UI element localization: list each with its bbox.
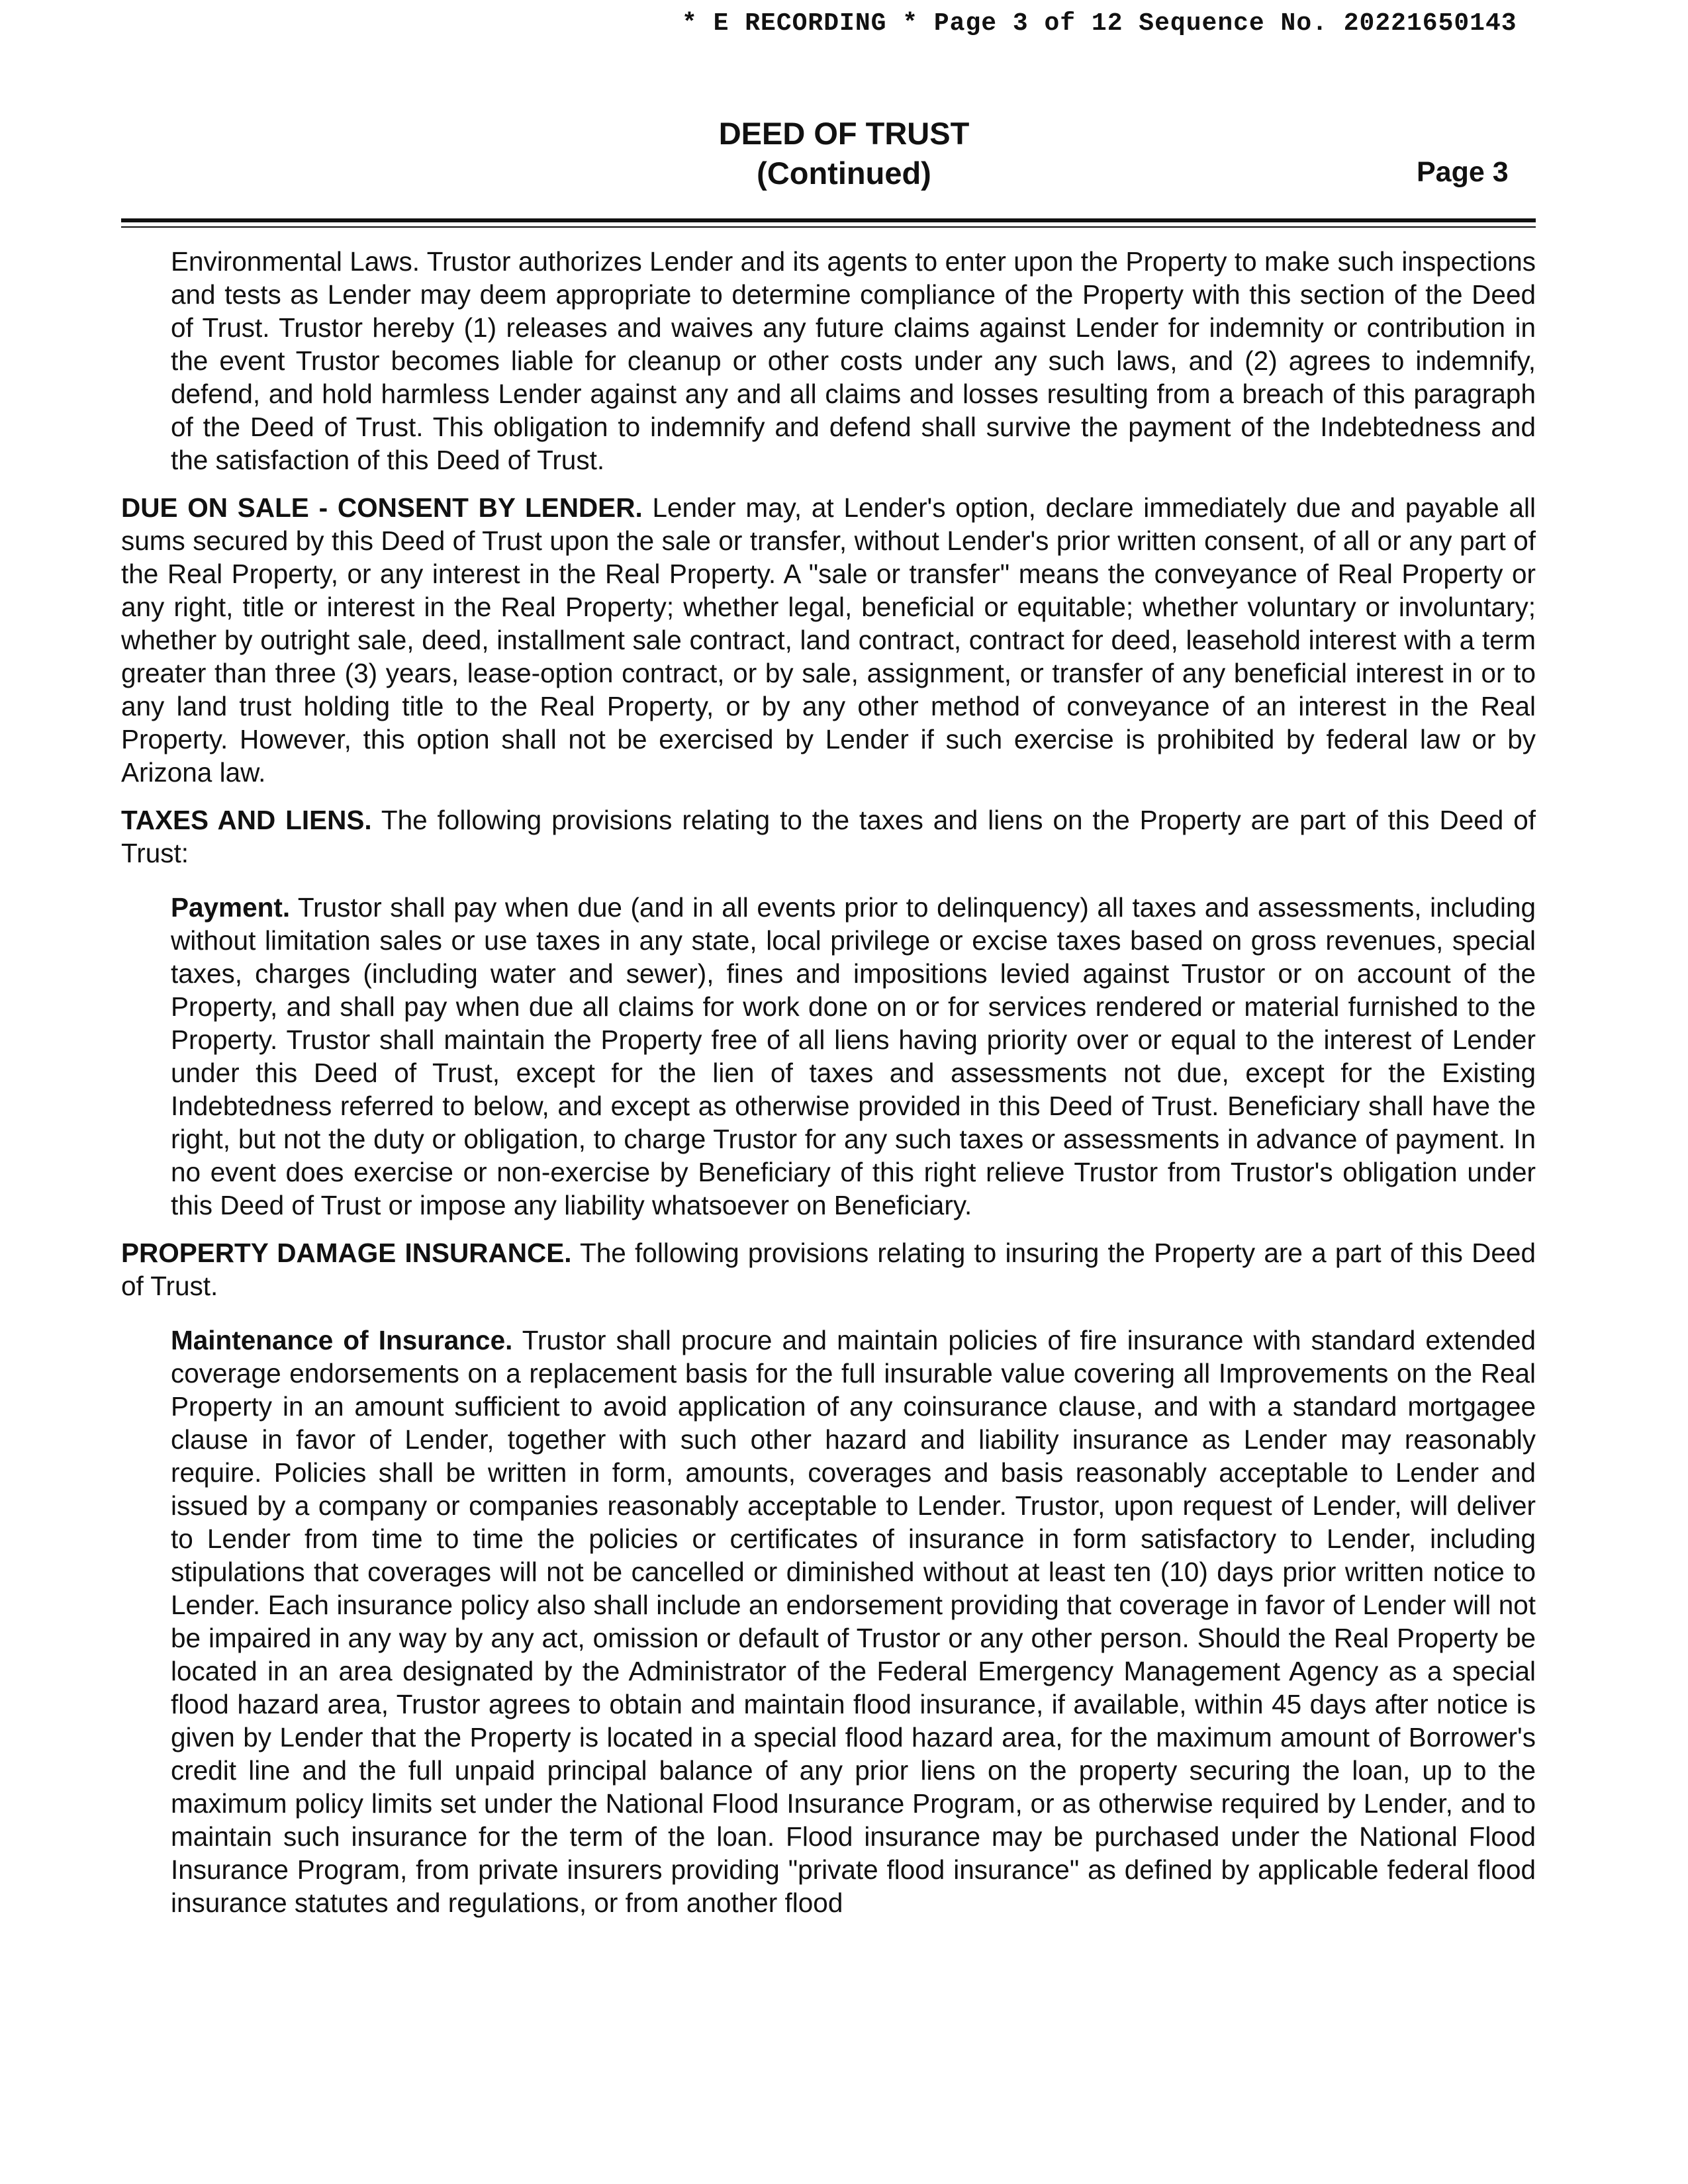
payment-paragraph bbox=[171, 891, 1536, 1222]
header-rule-thin bbox=[121, 226, 1536, 228]
taxes-liens-heading: TAXES AND LIENS. bbox=[121, 805, 372, 835]
recording-header: * E RECORDING * Page 3 of 12 Sequence No. 20221650143 bbox=[682, 9, 1517, 38]
document-body bbox=[121, 245, 1536, 1934]
maintenance-of-insurance-paragraph bbox=[171, 1324, 1536, 1919]
maintenance-of-insurance-text: Trustor shall procure and maintain policies of fire insurance with standard extended coverage endorsements on a replacement basis for the full insurable value covering all Improvements on the Real Property in an amount sufficient to avoid application of any coinsurance clause, and with a standard mortgagee clause in favor of Lender, together with such other hazard and liability insurance as Lender may reasonably require. Policies shall be written in form, amounts, coverages and basis reasonably acceptable to Lender and issued by a company or companies reasonably acceptable to Lender. Trustor, upon request of Lender, will deliver to Lender from time to time the policies or certificates of insurance in form satisfactory to Lender, including stipulations that coverages will not be cancelled or diminished without at least ten (10) days prior written notice to Lender. Each insurance policy also shall include an endorsement providing that coverage in favor of Lender will not be impaired in any way by any act, omission or default of Trustor or any other person. Should the Real Property be located in an area designated by the Administrator of the Federal Emergency Management Agency as a special flood hazard area, Trustor agrees to obtain and maintain flood insurance, if available, within 45 days after notice is given by Lender that the Property is located in a special flood hazard area, for the maximum amount of Borrower's credit line and the full unpaid principal balance of any prior liens on the property securing the loan, up to the maximum policy limits set under the National Flood Insurance Program, or as otherwise required by Lender, and to maintain such insurance for the term of the loan. Flood insurance may be purchased under the National Flood Insurance Program, from private insurers providing "private flood insurance" as defined by applicable federal flood insurance statutes and regulations, or from another flood bbox=[171, 1325, 1536, 1918]
property-damage-insurance-paragraph bbox=[121, 1236, 1536, 1302]
header-rule-thick bbox=[121, 218, 1536, 222]
document-title: DEED OF TRUST bbox=[718, 116, 970, 151]
due-on-sale-paragraph bbox=[121, 491, 1536, 789]
due-on-sale-text: Lender may, at Lender's option, declare immediately due and payable all sums secured by this Deed of Trust upon the sale or transfer, without Lender's prior written consent, of all or any part of the Real Property, or any interest in the Real Property. A "sale or transfer" means the conveyance of Real Property or any right, title or interest in the Real Property; whether legal, beneficial or equitable; whether voluntary or involuntary; whether by outright sale, deed, installment sale contract, land contract, contract for deed, leasehold interest with a term greater than three (3) years, lease-option contract, or by sale, assignment, or transfer of any beneficial interest in or to any land trust holding title to the Real Property, or by any other method of conveyance of an interest in the Real Property. However, this option shall not be exercised by Lender if such exercise is prohibited by federal law or by Arizona law. bbox=[121, 492, 1536, 788]
page-number: Page 3 bbox=[1417, 156, 1509, 188]
taxes-liens-paragraph bbox=[121, 803, 1536, 870]
taxes-liens-text: The following provisions relating to the taxes and liens on the Property are part of this Deed of Trust: bbox=[121, 805, 1536, 868]
environmental-laws-paragraph: Environmental Laws. Trustor authorizes Lender and its agents to enter upon the Property to make such inspections and tests as Lender may deem appropriate to determine compliance of the Property with this section of the Deed of Trust. Trustor hereby (1) releases and waives any future claims against Lender for indemnity or contribution in the event Trustor becomes liable for cleanup or other costs under any such laws, and (2) agrees to indemnify, defend, and hold harmless Lender against any and all claims and losses resulting from a breach of this paragraph of the Deed of Trust. This obligation to indemnify and defend shall survive the payment of the Indebtedness and the satisfaction of this Deed of Trust. bbox=[171, 246, 1536, 475]
maintenance-of-insurance-heading: Maintenance of Insurance. bbox=[171, 1325, 513, 1355]
document-subtitle: (Continued) bbox=[757, 156, 931, 191]
property-damage-insurance-heading: PROPERTY DAMAGE INSURANCE. bbox=[121, 1238, 572, 1268]
due-on-sale-heading: DUE ON SALE - CONSENT BY LENDER. bbox=[121, 492, 643, 523]
property-damage-insurance-text: The following provisions relating to insuring the Property are a part of this Deed of Trust. bbox=[121, 1238, 1536, 1301]
payment-text: Trustor shall pay when due (and in all events prior to delinquency) all taxes and assessments, including without limitation sales or use taxes in any state, local privilege or excise taxes based on gross revenues, special taxes, charges (including water and sewer), fines and impositions levied against Trustor or on account of the Property, and shall pay when due all claims for work done on or for services rendered or material furnished to the Property. Trustor shall maintain the Property free of all liens having priority over or equal to the interest of Lender under this Deed of Trust, except for the lien of taxes and assessments not due, except for the Existing Indebtedness referred to below, and except as otherwise provided in this Deed of Trust. Beneficiary shall have the right, but not the duty or obligation, to charge Trustor for any such taxes or assessments in advance of payment. In no event does exercise or non-exercise by Beneficiary of this right relieve Trustor from Trustor's obligation under this Deed of Trust or impose any liability whatsoever on Beneficiary. bbox=[171, 892, 1536, 1220]
payment-heading: Payment. bbox=[171, 892, 291, 923]
